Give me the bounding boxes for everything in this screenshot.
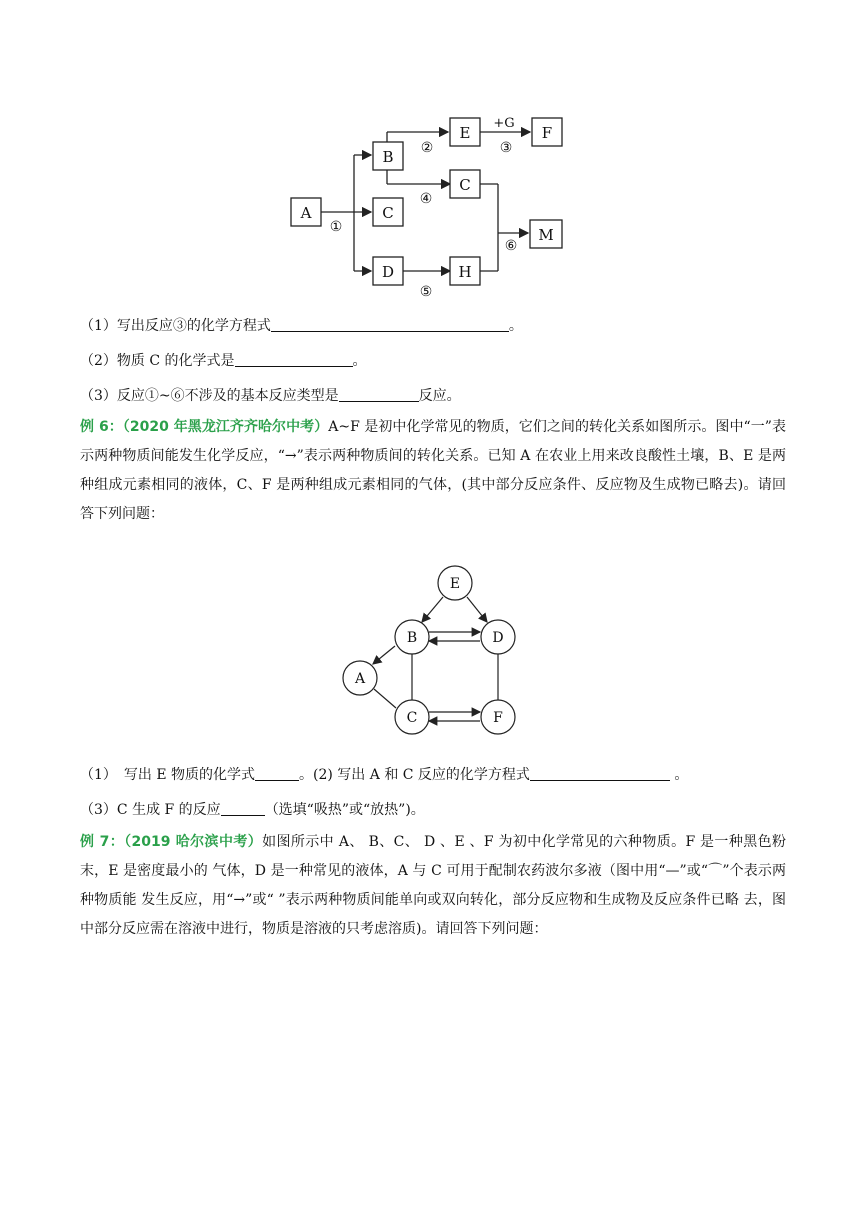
node-m: M bbox=[538, 226, 554, 244]
example-6-q1-text: （1） 写出 E 物质的化学式 bbox=[80, 767, 256, 783]
question-2-text: （2）物质 C 的化学式是 bbox=[80, 353, 235, 369]
node-a: A bbox=[300, 204, 312, 222]
reaction-flow-diagram bbox=[270, 100, 590, 300]
node-b: B bbox=[382, 148, 394, 166]
example-6-q3-text: （3）C 生成 F 的反应 bbox=[80, 802, 221, 818]
question-2-end: 。 bbox=[352, 353, 367, 369]
example-7-label: 例 7：（2019 哈尔滨中考） bbox=[80, 834, 263, 850]
circle-node-d: D bbox=[492, 630, 504, 646]
example-6-label: 例 6：（2020 年黑龙江齐齐哈尔中考） bbox=[80, 419, 329, 435]
example-6-question-3 bbox=[80, 800, 425, 820]
question-3 bbox=[80, 386, 461, 406]
example-6-question-1-2 bbox=[80, 765, 688, 785]
node-c-second: C bbox=[459, 176, 471, 194]
example-6-q3-end: （选填“吸热”或“放热”)。 bbox=[264, 802, 425, 818]
example-6-q2-end: 。 bbox=[674, 767, 689, 783]
reaction-label-4: ④ bbox=[419, 191, 433, 207]
question-1-end: 。 bbox=[508, 318, 523, 334]
example-7-text: 如图所示中 A、 B、C、 D 、E 、F 为初中化学常见的六种物质。F 是一种黑色粉末，E 是密度最小的 气体，D 是一种常见的液体，A 与 C 可用于配制农药波尔多液（图中用“—”或“⌒”个表示两种物质能 发生反应，用“→”或“ ”表示两种物质间能单向或双向转化，部分反应物和生成物及反应条件已略 去，图中部分反应需在溶液中进行，物质是溶液的只考虑溶质)。请回答下列问题： bbox=[80, 834, 786, 937]
example-7-paragraph bbox=[80, 828, 786, 944]
circle-node-e: E bbox=[449, 576, 461, 592]
question-2 bbox=[80, 351, 367, 371]
example-6-text: A~F 是初中化学常见的物质，它们之间的转化关系如图所示。图中“一”表示两种物质间能发生化学反应，“→”表示两种物质间的转化关系。已知 A 在农业上用来改良酸性土壤，B、E 是两种组成元素相同的液体，C、F 是两种组成元素相同的气体，(其中部分反应条件、反应物及生成物已略去)。请回答下列问题： bbox=[80, 419, 786, 522]
answer-blank bbox=[271, 317, 509, 332]
reaction-label-2: ② bbox=[420, 140, 434, 156]
reagent-label-g: +G bbox=[493, 116, 515, 131]
node-f: F bbox=[541, 124, 553, 142]
node-e: E bbox=[459, 124, 471, 142]
node-h: H bbox=[458, 263, 472, 281]
answer-blank bbox=[530, 766, 670, 781]
answer-blank bbox=[255, 766, 299, 781]
question-3-end: 反应。 bbox=[418, 388, 461, 404]
circle-node-a: A bbox=[354, 671, 366, 687]
circle-node-b: B bbox=[406, 630, 418, 646]
reaction-label-1: ① bbox=[329, 219, 343, 235]
node-c: C bbox=[382, 204, 394, 222]
question-3-text: （3）反应①~⑥不涉及的基本反应类型是 bbox=[80, 388, 339, 404]
question-1-text: （1）写出反应③的化学方程式 bbox=[80, 318, 271, 334]
circle-node-c: C bbox=[406, 710, 418, 726]
substance-relation-diagram bbox=[330, 560, 530, 740]
node-d: D bbox=[381, 263, 395, 281]
answer-blank bbox=[221, 801, 265, 816]
example-6-paragraph bbox=[80, 413, 786, 529]
reaction-label-3: ③ bbox=[499, 140, 513, 156]
circle-node-f: F bbox=[493, 710, 503, 726]
reaction-label-5: ⑤ bbox=[419, 284, 433, 300]
question-1 bbox=[80, 316, 523, 336]
answer-blank bbox=[235, 352, 353, 367]
answer-blank bbox=[339, 387, 419, 402]
reaction-label-6: ⑥ bbox=[504, 238, 518, 254]
example-6-q2-text: 。(2) 写出 A 和 C 反应的化学方程式 bbox=[299, 767, 530, 783]
